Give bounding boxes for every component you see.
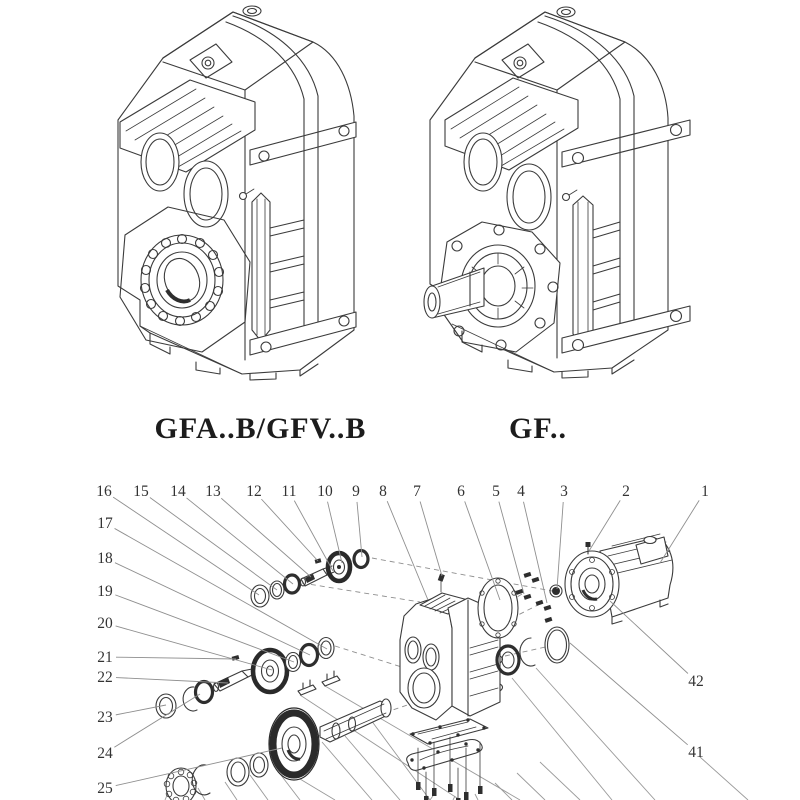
callout-17: 17 bbox=[97, 515, 113, 532]
callout-18: 18 bbox=[97, 550, 113, 567]
callout-10: 10 bbox=[317, 483, 333, 500]
callout-1: 1 bbox=[701, 483, 709, 500]
leader-line-11 bbox=[294, 501, 333, 571]
leader-line-6 bbox=[465, 501, 500, 600]
motor-flange-gasket bbox=[478, 578, 518, 638]
leader-line-12 bbox=[261, 499, 318, 561]
callout-12: 12 bbox=[246, 483, 262, 500]
gearbox-drawing-gf bbox=[424, 7, 690, 378]
leader-line-8 bbox=[387, 501, 428, 600]
callout-4: 4 bbox=[517, 483, 525, 500]
leader-line-41 bbox=[570, 643, 688, 745]
exploded-diagram bbox=[156, 534, 748, 800]
leader-line-22 bbox=[116, 678, 228, 683]
callout-2: 2 bbox=[622, 483, 630, 500]
leader-line-17 bbox=[115, 528, 327, 649]
callout-20: 20 bbox=[97, 615, 113, 632]
leader-line-1 bbox=[660, 500, 699, 563]
gearbox-drawing-gfab bbox=[118, 6, 356, 380]
callout-3: 3 bbox=[560, 483, 568, 500]
motor-bolts bbox=[516, 572, 562, 623]
leader-line-42 bbox=[610, 601, 688, 674]
motor bbox=[565, 534, 673, 624]
callout-19: 19 bbox=[97, 583, 113, 600]
callout-21: 21 bbox=[97, 649, 113, 666]
callout-42: 42 bbox=[688, 673, 704, 690]
model-caption-right: GF.. bbox=[509, 412, 567, 445]
callout-6: 6 bbox=[457, 483, 465, 500]
callout-22: 22 bbox=[97, 669, 113, 686]
callout-5: 5 bbox=[492, 483, 500, 500]
callout-15: 15 bbox=[133, 483, 149, 500]
intermediate-shaft-cluster bbox=[156, 638, 334, 719]
callout-11: 11 bbox=[281, 483, 297, 500]
callout-41: 41 bbox=[688, 744, 704, 761]
leader-line-13 bbox=[221, 498, 311, 577]
input-shaft-cluster bbox=[251, 551, 368, 608]
callout-7: 7 bbox=[413, 483, 421, 500]
callout-25: 25 bbox=[97, 780, 113, 797]
model-caption-left: GFA..B/GFV..B bbox=[154, 412, 367, 445]
callout-23: 23 bbox=[97, 709, 113, 726]
leader-line-7 bbox=[420, 502, 442, 576]
leader-line-2 bbox=[589, 500, 620, 551]
leader-line-3 bbox=[557, 502, 563, 589]
callout-8: 8 bbox=[379, 483, 387, 500]
leader-line-21 bbox=[116, 657, 236, 659]
leader-line-18 bbox=[115, 563, 310, 655]
callout-9: 9 bbox=[352, 483, 360, 500]
leader-line-15 bbox=[150, 497, 277, 590]
callout-16: 16 bbox=[96, 483, 112, 500]
leader-line-14 bbox=[187, 498, 293, 584]
callout-14: 14 bbox=[170, 483, 186, 500]
callout-13: 13 bbox=[205, 483, 221, 500]
leader-line-20 bbox=[116, 626, 272, 670]
leader-line-9 bbox=[357, 502, 362, 557]
callout-24: 24 bbox=[97, 745, 113, 762]
